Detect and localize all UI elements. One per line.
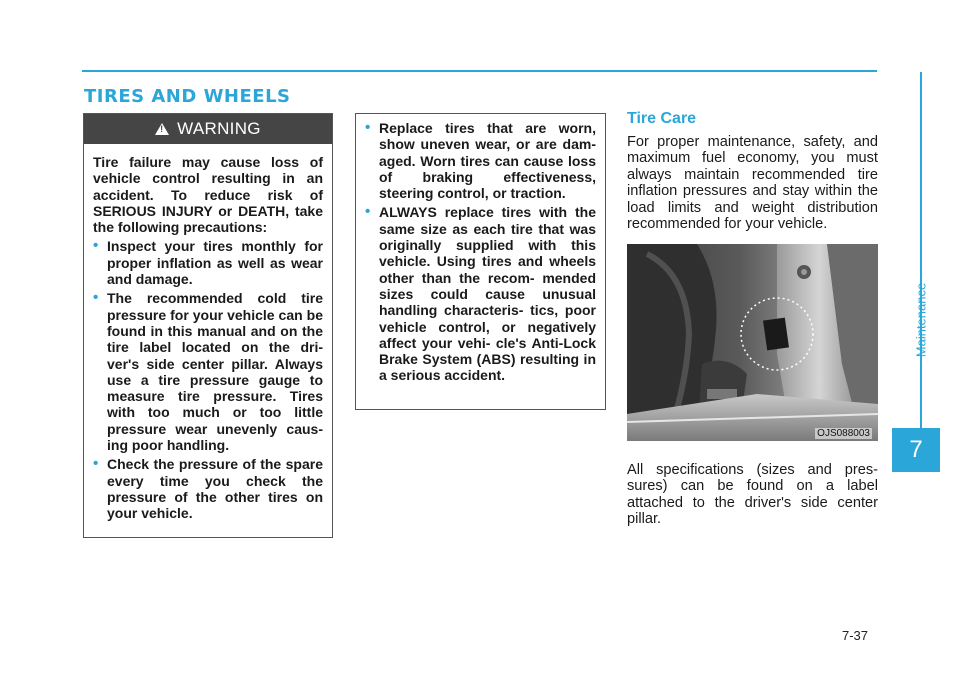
warning-triangle-icon <box>155 123 169 135</box>
door-pillar-illustration <box>627 244 878 441</box>
figure-code: OJS088003 <box>817 428 870 439</box>
tire-care-paragraph-1: For proper maintenance, safety, and maximum fuel economy, you must always maintain recommended tire inflation pressures and stay within the load limits and weight distribution recommended for your vehicle. <box>627 134 878 233</box>
warning-continued-bullet: • ALWAYS replace tires with the same size as each tire that was originally supplied with this vehicle. Using tires and wheels other than the recom- mended sizes could cause unusual handling characteris- tics, poor vehicle control, or negatively affect your vehi- cle's Anti-Lock Brake System (ABS) resulting in a serious accident. <box>365 204 596 383</box>
side-tab-line <box>920 72 922 472</box>
warning-box <box>83 113 333 538</box>
warning-header <box>84 114 332 144</box>
tire-care-paragraph-2: All specifications (sizes and pres- sures) can be found on a label attached to the driver's side center pillar. <box>627 462 878 528</box>
chapter-label: Maintenance <box>913 282 929 358</box>
warning-continued-bullet-list <box>365 120 596 384</box>
warning-bullet: • Check the pressure of the spare every time you check the pressure of the other tires on your vehicle. <box>93 456 323 521</box>
chapter-side-tab <box>892 0 940 689</box>
warning-continued-box <box>355 113 606 410</box>
warning-bullet-list <box>93 238 323 521</box>
door-pillar-tire-label-figure <box>627 244 878 441</box>
chapter-number: 7 <box>892 428 940 472</box>
page-number: 7-37 <box>842 628 869 643</box>
header-rule <box>82 70 877 72</box>
warning-body <box>84 144 332 522</box>
warning-bullet: • The recommended cold tire pressure for your vehicle can be found in this manual and on the tire label located on the dri- ver's side center pillar. Always use a tire pressure gauge to measure tire pressure. Tires with too much or too little pressure wear unevenly caus- ing poor handling. <box>93 290 323 453</box>
warning-bullet: • Inspect your tires monthly for proper inflation as well as wear and damage. <box>93 238 323 287</box>
warning-continued-bullet: • Replace tires that are worn, show uneven wear, or are dam- aged. Worn tires can cause loss of braking effectiveness, steering control, or traction. <box>365 120 596 201</box>
warning-header-label: WARNING <box>177 119 261 138</box>
warning-intro: Tire failure may cause loss of vehicle control resulting in an accident. To reduce risk of SERIOUS INJURY or DEATH, take the following precautions: <box>93 154 323 236</box>
section-title: TIRES AND WHEELS <box>84 86 291 107</box>
tire-care-heading: Tire Care <box>627 110 697 127</box>
warning-continued-body <box>356 114 605 384</box>
